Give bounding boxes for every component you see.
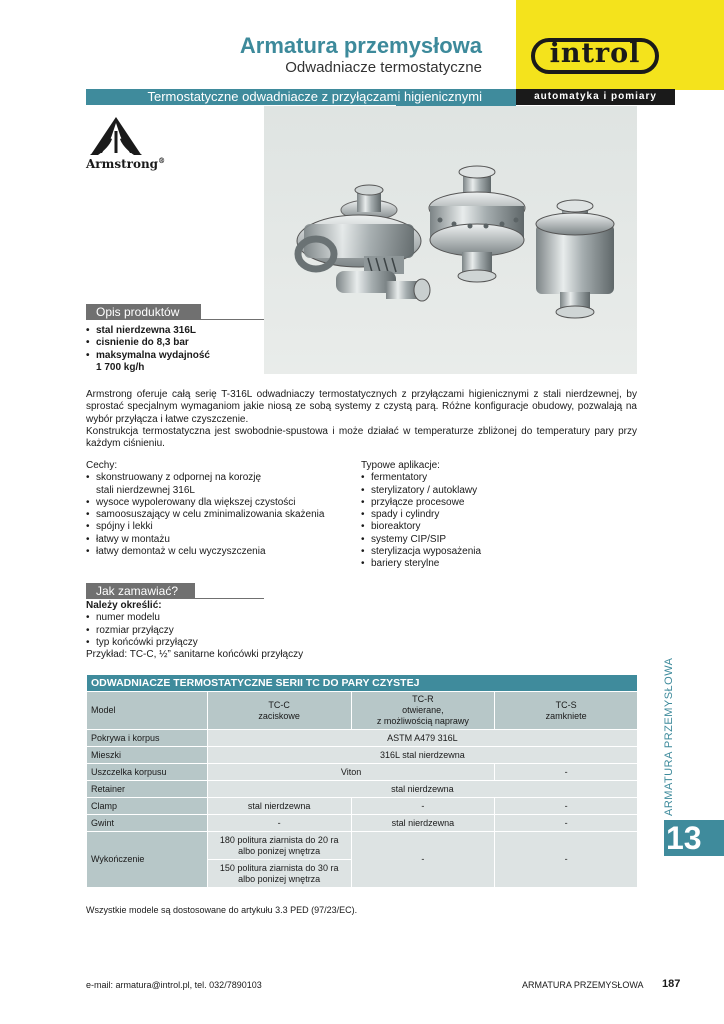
list-item: • bioreaktory — [361, 521, 581, 533]
table-cell: - — [495, 764, 638, 781]
row-label: Pokrywa i korpus — [87, 730, 208, 747]
table-title-row — [87, 675, 638, 692]
row-label: Wykończenie — [87, 832, 208, 888]
row-label: Clamp — [87, 798, 208, 815]
table-cell: - — [207, 815, 351, 832]
column-header-tc-r: TC-R otwierane, z możliwością naprawy — [351, 692, 495, 730]
list-item: • maksymalna wydajność — [86, 350, 256, 362]
table-row — [87, 730, 638, 747]
order-example: Przykład: TC-C, ½” sanitarne końcówki przyłączy — [86, 649, 304, 661]
table-row — [87, 764, 638, 781]
tc-r-trap-image — [429, 166, 525, 282]
section-underline — [201, 319, 264, 320]
list-item-continuation: 1 700 kg/h — [96, 361, 145, 373]
list-item: • typ końcówki przyłączy — [86, 637, 386, 649]
page-number: 187 — [662, 978, 681, 990]
table-row — [87, 798, 638, 815]
product-highlights-list — [86, 325, 256, 374]
order-intro: Należy określić: — [86, 600, 162, 611]
list-item: • numer modelu — [86, 612, 386, 624]
series-title-line1: Termostatyczne odwadniacze z przyłączami higienicznymi — [147, 89, 482, 104]
features-title: Cechy: — [86, 460, 118, 471]
list-item: • rozmiar przyłączy — [86, 625, 386, 637]
list-item: • łatwy w montażu — [86, 534, 346, 546]
description-paragraph: Konstrukcja termostatyczna jest swobodnie-spustowa i może działać w temperaturze zbliżonej do temperatury pary przy każdym ciśnieniu. — [86, 425, 637, 450]
applications-title: Typowe aplikacje: — [361, 460, 440, 471]
table-cell: - — [351, 798, 495, 815]
series-title-line2: serii TC — [437, 105, 482, 120]
table-cell: 180 politura ziarnista do 20 ra albo ponizej wnętrza — [207, 832, 351, 860]
list-item: • bariery sterylne — [361, 558, 581, 570]
list-item-continuation: stali nierdzewnej 316L — [96, 484, 195, 496]
table-title: ODWADNIACZE TERMOSTATYCZNE SERII TC DO PARY CZYSTEJ — [87, 675, 638, 692]
list-item: • skonstruowany z odpornej na korozję — [86, 472, 346, 484]
list-item: • systemy CIP/SIP — [361, 534, 581, 546]
list-item: • łatwy demontaż w celu wyczyszczenia — [86, 546, 346, 558]
features-block — [86, 460, 346, 558]
footer-section: ARMATURA PRZEMYSŁOWA — [522, 980, 644, 990]
list-item: • sterylizatory / autoklawy — [361, 485, 581, 497]
table-cell: stal nierdzewna — [207, 798, 351, 815]
tc-c-trap-image — [297, 185, 430, 301]
table-cell: - — [351, 832, 495, 888]
column-header-tc-c: TC-C zaciskowe — [207, 692, 351, 730]
list-item: • spójny i lekki — [86, 521, 346, 533]
section-underline — [195, 598, 264, 599]
table-cell: stal nierdzewna — [351, 815, 495, 832]
table-cell: ASTM A479 316L — [207, 730, 637, 747]
page-title: Armatura przemysłowa — [239, 33, 482, 58]
how-to-order-label: Jak zamawiać? — [86, 583, 195, 599]
product-photo — [264, 106, 637, 374]
product-description-label: Opis produktów — [86, 304, 201, 320]
tc-s-trap-image — [536, 200, 614, 318]
list-item: • wysoce wypolerowany dla większej czystości — [86, 497, 346, 509]
table-cell: - — [495, 815, 638, 832]
table-cell: Viton — [207, 764, 494, 781]
list-item: • stal nierdzewna 316L — [86, 325, 256, 337]
order-block — [86, 600, 386, 661]
row-label: Uszczelka korpusu — [87, 764, 208, 781]
page-subtitle: Odwadniacze termostatyczne — [285, 59, 482, 76]
list-item: • sterylizacja wyposażenia — [361, 546, 581, 558]
side-section-label: ARMATURA PRZEMYSŁOWA — [663, 657, 675, 816]
table-row — [87, 815, 638, 832]
table-row — [87, 781, 638, 798]
applications-list — [361, 472, 581, 570]
row-label: Gwint — [87, 815, 208, 832]
column-header-model: Model — [87, 692, 208, 730]
table-header-row — [87, 692, 638, 730]
table-cell: - — [495, 798, 638, 815]
list-item: • cisnienie do 8,3 bar — [86, 337, 256, 349]
spec-table — [86, 674, 638, 888]
order-list — [86, 612, 386, 649]
armstrong-wordmark: Armstrong® — [86, 156, 166, 171]
table-row — [87, 747, 638, 764]
table-cell: 150 politura ziarnista do 30 ra albo ponizej wnętrza — [207, 860, 351, 888]
table-footnote: Wszystkie modele są dostosowane do artykułu 3.3 PED (97/23/EC). — [86, 905, 358, 915]
chapter-number-tab: 13 — [664, 820, 724, 856]
features-list — [86, 472, 346, 558]
table-row — [87, 832, 638, 860]
table-cell: stal nierdzewna — [207, 781, 637, 798]
footer-contact: e-mail: armatura@introl.pl, tel. 032/7890103 — [86, 980, 262, 990]
introl-logo: introl — [549, 38, 641, 69]
column-header-tc-s: TC-S zamkniete — [495, 692, 638, 730]
row-label: Mieszki — [87, 747, 208, 764]
description — [86, 389, 637, 450]
table-cell: 316L stal nierdzewna — [207, 747, 637, 764]
row-label: Retainer — [87, 781, 208, 798]
table-cell: - — [495, 832, 638, 888]
description-paragraph: Armstrong oferuje całą serię T-316L odwadniaczy termostatycznych z przyłączami higienicznymi z stali nierdzewnej, by sprostać specjalnym wymaganiom jakie niosą ze sobą systemy z czystą parą. Różne konfiguracje obudowy, pozwalają na wybór przyłącza i łatwe czyszczenie. — [86, 389, 637, 425]
brand-tagline: automatyka i pomiary — [516, 89, 675, 105]
list-item: • samoosuszający w celu zminimalizowania skażenia — [86, 509, 346, 521]
applications-block — [361, 460, 581, 571]
list-item: • spady i cylindry — [361, 509, 581, 521]
list-item: • fermentatory — [361, 472, 581, 484]
series-code: TC — [464, 105, 482, 120]
list-item: • przyłącze procesowe — [361, 497, 581, 509]
